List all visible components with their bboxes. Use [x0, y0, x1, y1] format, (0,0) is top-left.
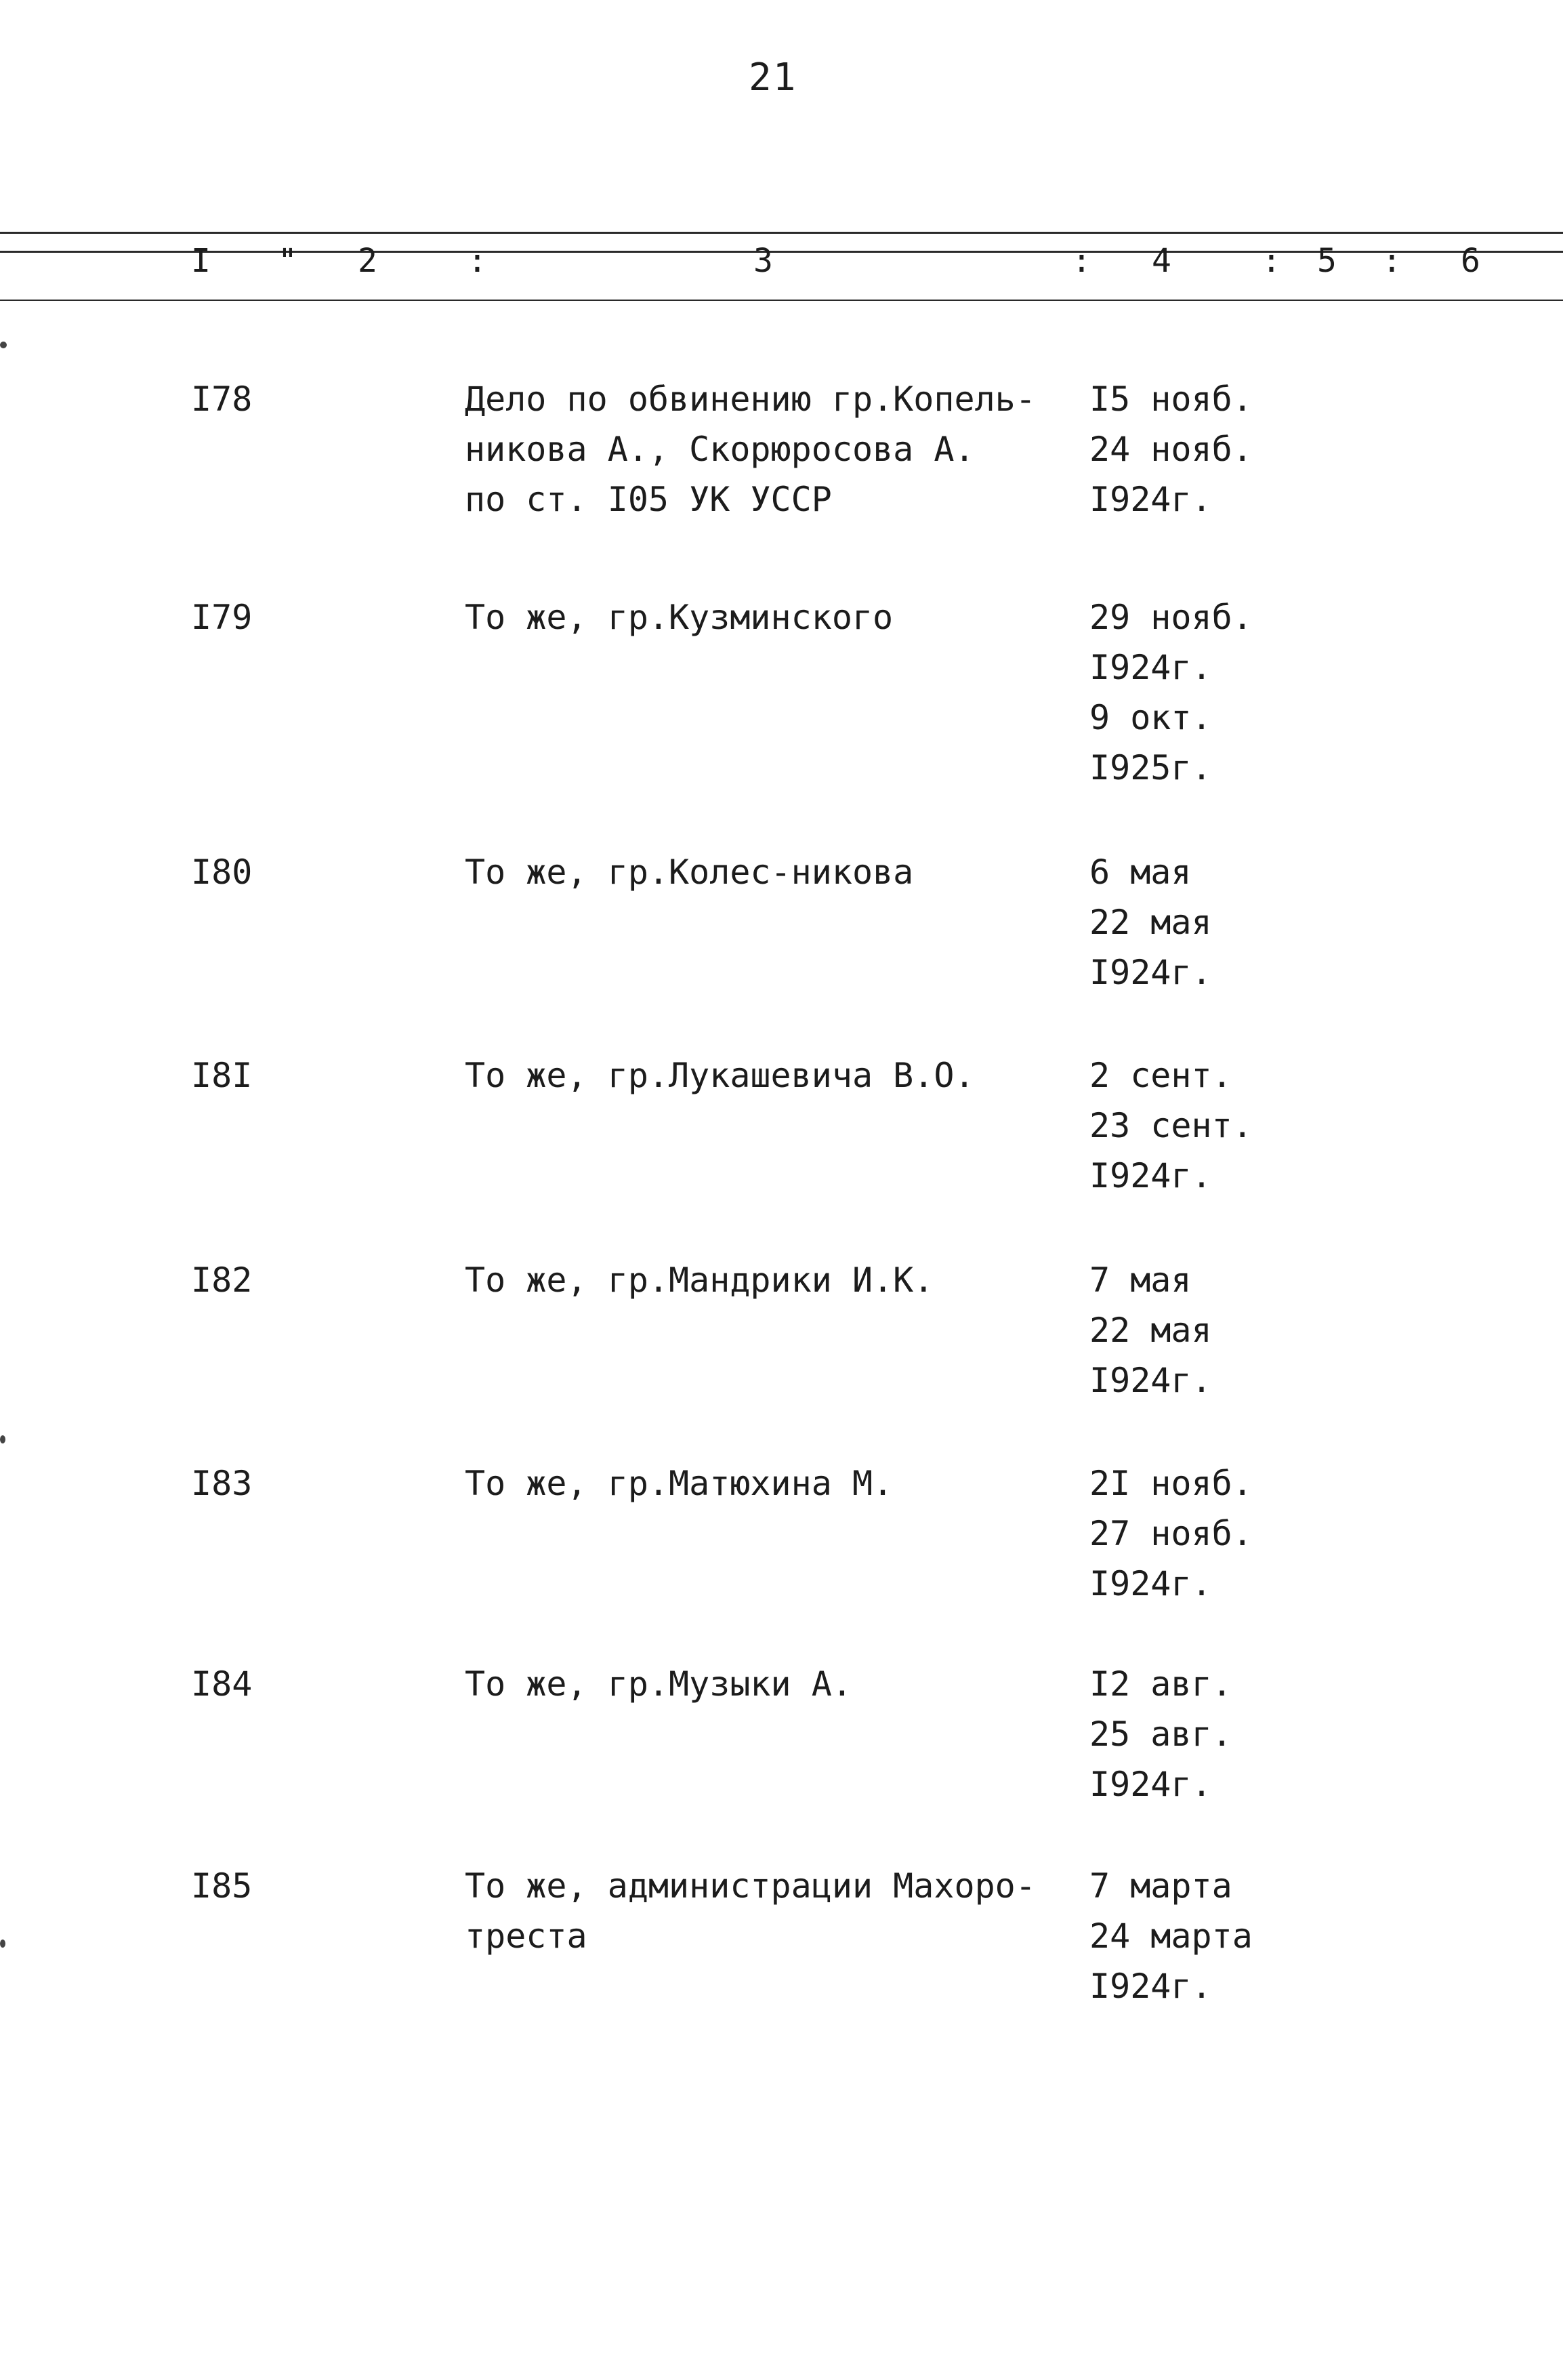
record-number: I79: [191, 598, 253, 637]
record-date: I924г.: [1089, 953, 1212, 992]
record-title: То же, гр.Колес-никова: [465, 853, 914, 892]
record-dates: [1089, 1255, 1212, 1406]
record-number: I84: [191, 1664, 253, 1704]
record-date: I924г.: [1089, 648, 1212, 687]
record-date: I924г.: [1089, 1765, 1212, 1804]
column-header: :: [1262, 242, 1281, 280]
record-date: I925г.: [1089, 748, 1212, 787]
record-number: I82: [191, 1260, 253, 1300]
column-header: 3: [753, 242, 773, 280]
scan-speck: [0, 1435, 5, 1443]
column-header: :: [1382, 242, 1402, 280]
record-title: То же, администрации Махоро- треста: [465, 1866, 1036, 1956]
record-date: I924г.: [1089, 1564, 1212, 1603]
column-header: 5: [1317, 242, 1337, 280]
record-date: 9 окт.: [1089, 698, 1212, 737]
record-date: 2I нояб.: [1089, 1464, 1253, 1503]
record-date: 27 нояб.: [1089, 1514, 1253, 1553]
column-header: 2: [358, 242, 377, 280]
record-date: 7 мая: [1089, 1260, 1192, 1300]
record-dates: [1089, 1050, 1253, 1201]
column-header: I: [191, 242, 211, 280]
record-date: I924г.: [1089, 1361, 1212, 1400]
record-title: То же, гр.Мандрики И.К.: [465, 1260, 934, 1300]
record-date: 6 мая: [1089, 853, 1192, 892]
header-rule-bottom: [0, 300, 1563, 301]
record-dates: [1089, 1659, 1232, 1809]
scan-speck: [0, 342, 7, 348]
column-header: ": [278, 242, 297, 280]
record-date: 25 авг.: [1089, 1715, 1232, 1754]
column-header: :: [1072, 242, 1091, 280]
record-date: I924г.: [1089, 480, 1212, 519]
record-title: То же, гр.Кузминского: [465, 598, 894, 637]
record-date: 23 сент.: [1089, 1106, 1253, 1145]
header-rule-top: [0, 232, 1563, 234]
record-dates: [1089, 847, 1212, 998]
scan-speck: [0, 1940, 5, 1948]
record-number: I80: [191, 853, 253, 892]
record-dates: [1089, 1861, 1253, 2011]
page-number: 21: [749, 56, 797, 100]
record-title: То же, гр.Лукашевича В.О.: [465, 1056, 975, 1095]
record-date: I2 авг.: [1089, 1664, 1232, 1704]
record-date: 29 нояб.: [1089, 598, 1253, 637]
record-date: I924г.: [1089, 1967, 1212, 2006]
record-dates: [1089, 1458, 1253, 1609]
record-date: 7 марта: [1089, 1866, 1232, 1906]
record-date: I5 нояб.: [1089, 379, 1253, 419]
column-header: 6: [1461, 242, 1480, 280]
record-number: I78: [191, 379, 253, 419]
record-number: I85: [191, 1866, 253, 1906]
column-header: 4: [1152, 242, 1171, 280]
record-title: То же, гр.Матюхина М.: [465, 1464, 894, 1503]
column-header: :: [467, 242, 487, 280]
record-date: 24 марта: [1089, 1916, 1253, 1956]
record-title: То же, гр.Музыки А.: [465, 1664, 852, 1704]
record-number: I8I: [191, 1056, 253, 1095]
record-date: I924г.: [1089, 1156, 1212, 1195]
record-date: 22 мая: [1089, 903, 1212, 942]
record-dates: [1089, 374, 1253, 525]
record-date: 24 нояб.: [1089, 430, 1253, 469]
record-dates: [1089, 592, 1253, 793]
record-number: I83: [191, 1464, 253, 1503]
record-date: 2 сент.: [1089, 1056, 1232, 1095]
record-date: 22 мая: [1089, 1311, 1212, 1350]
record-title: Дело по обвинению гр.Копель- никова А., Скорюросова А. по ст. I05 УК УССР: [465, 379, 1036, 519]
